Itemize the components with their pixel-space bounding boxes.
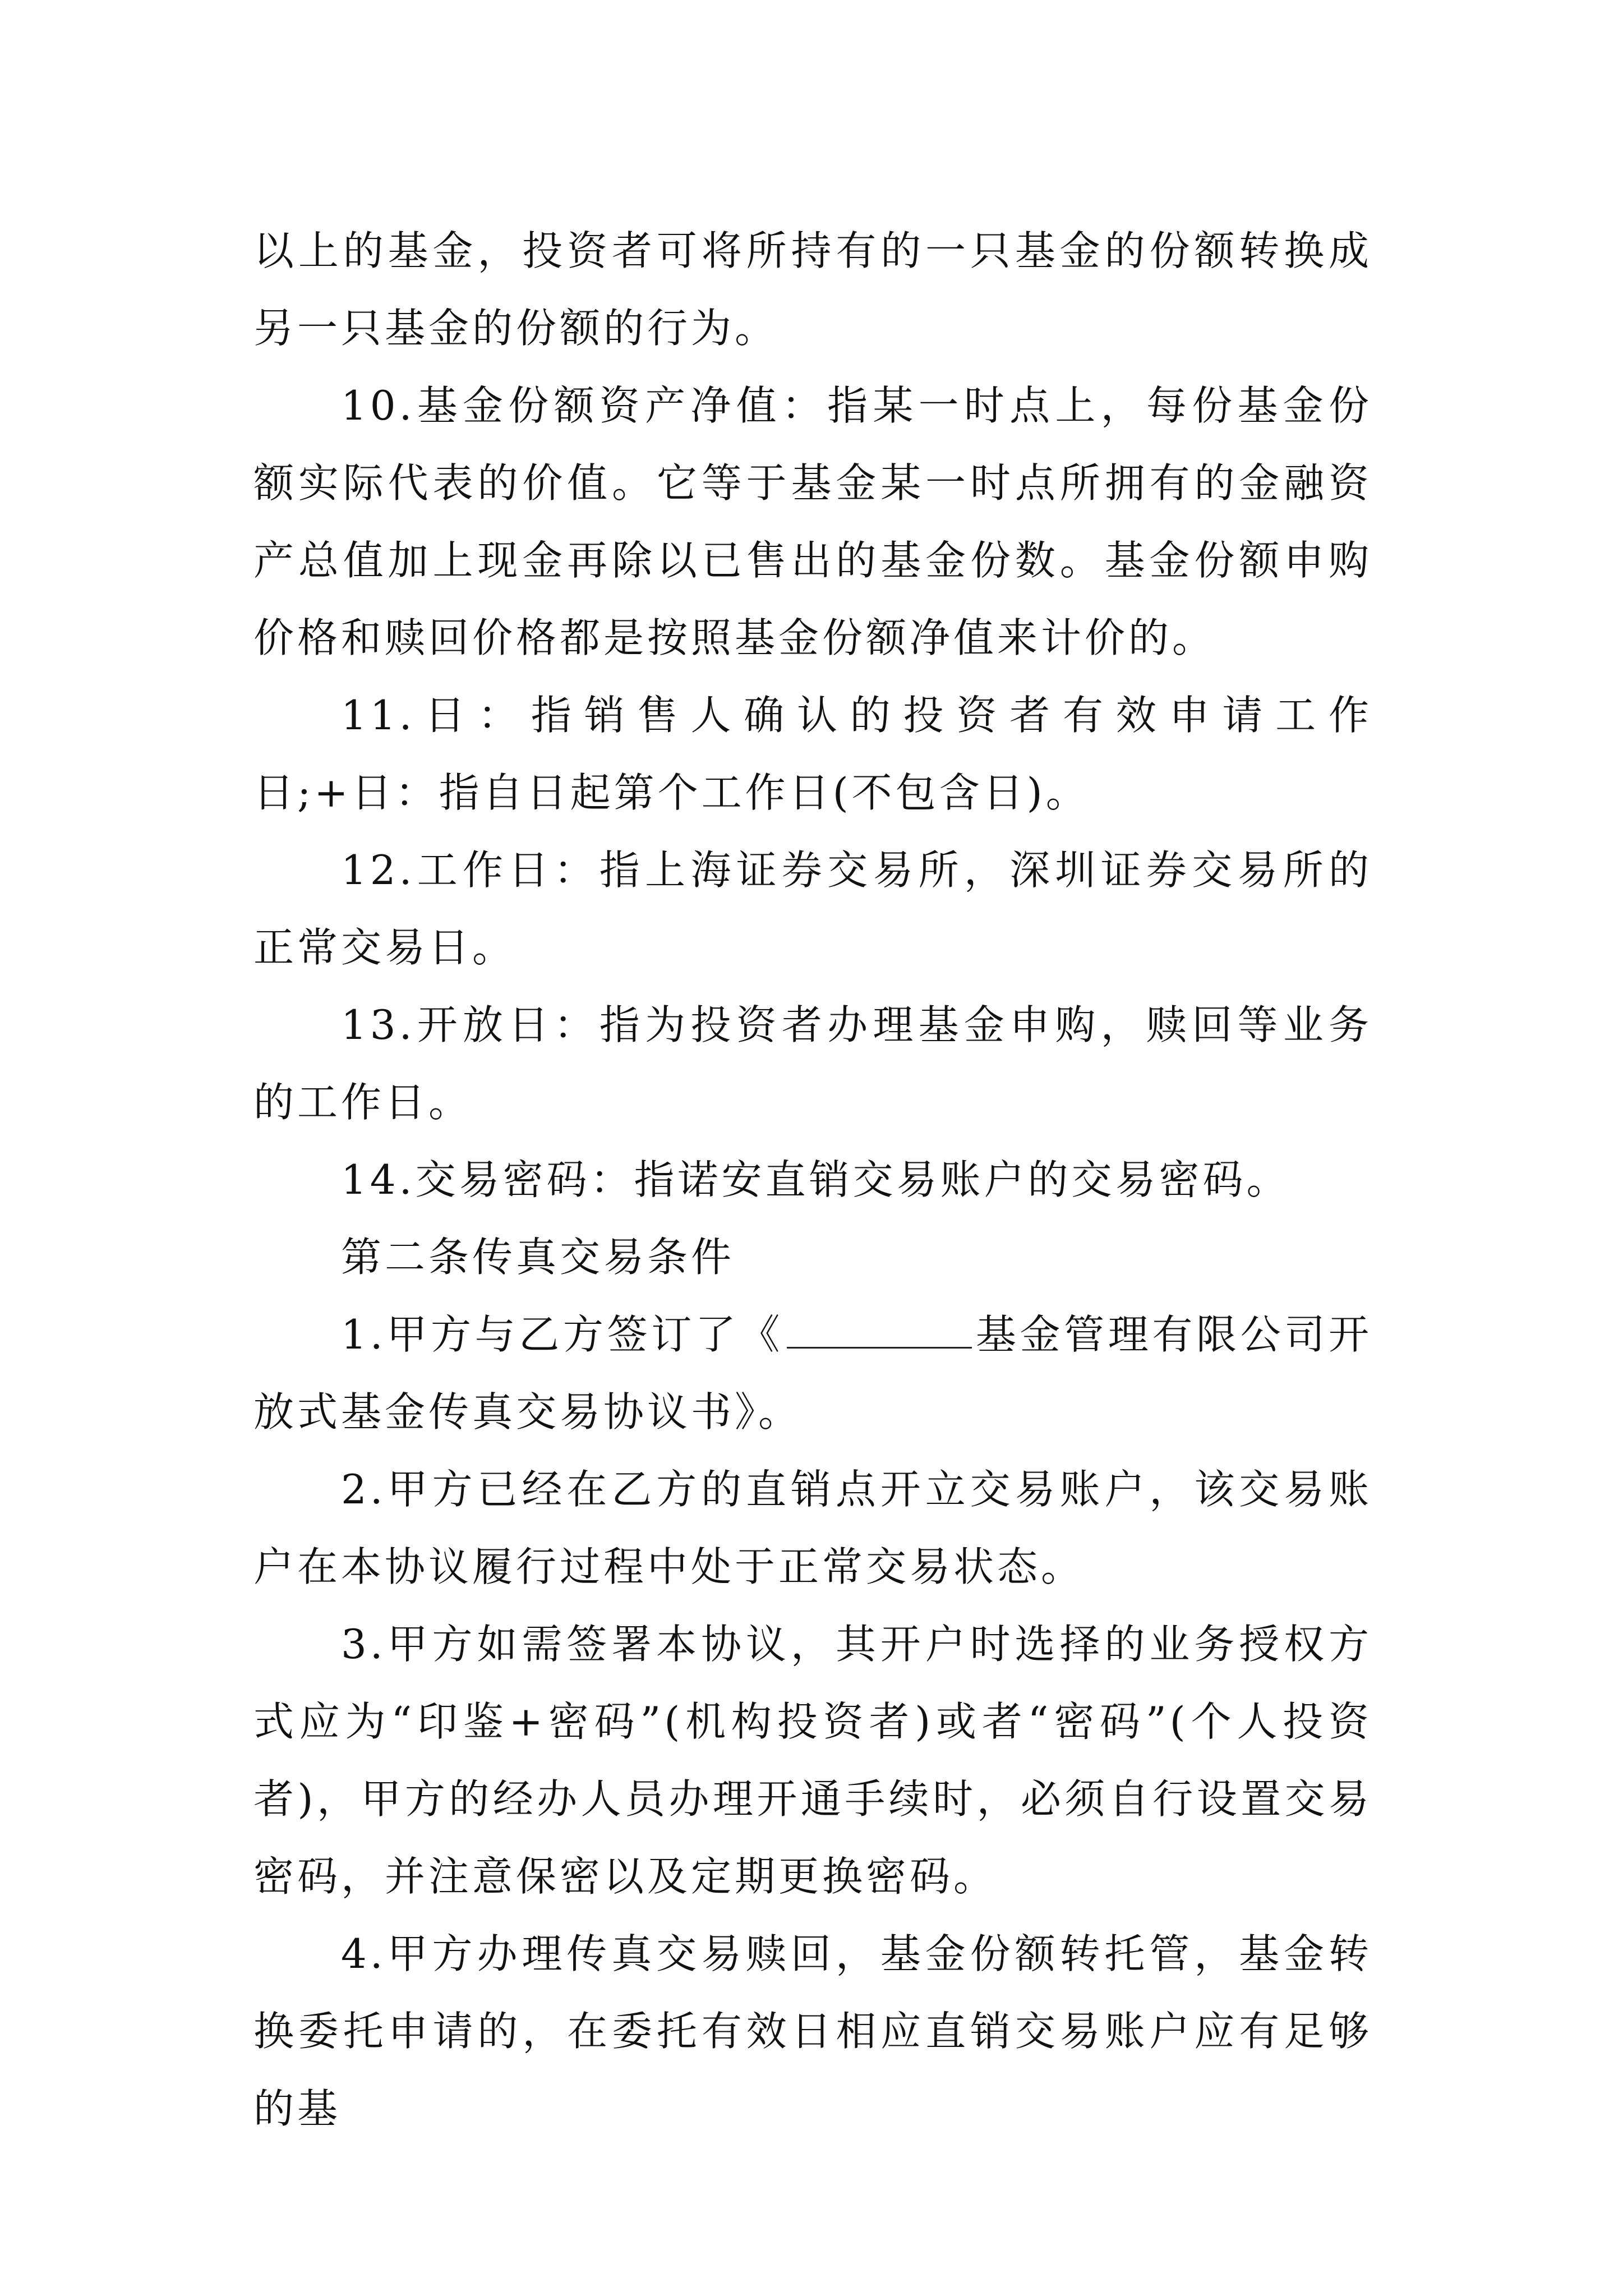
paragraph-definition-10-nav: 10.基金份额资产净值：指某一时点上，每份基金份额实际代表的价值。它等于基金某一时点所拥有的金融资产总值加上现金再除以已售出的基金份数。基金份额申购价格和赎回价格都是按照基金份额净值来计价的。: [253, 382, 1372, 661]
section-heading-article-2: 第二条传真交易条件: [341, 1234, 735, 1281]
paragraph-definition-11-day: 11.日：指销售人确认的投资者有效申请工作日;+日：指自日起第个工作日(不包含日)。: [253, 692, 1372, 816]
condition-1-text-after: 基金管理有限公司开放式基金传真交易协议书》。: [253, 1311, 1372, 1435]
document-body: [253, 212, 1372, 2147]
paragraph-definition-12-working-day: 12.工作日：指上海证券交易所，深圳证券交易所的正常交易日。: [253, 846, 1372, 971]
paragraph-condition-4: 4.甲方办理传真交易赎回，基金份额转托管，基金转换委托申请的，在委托有效日相应直销交易账户应有足够的基: [253, 1930, 1372, 2132]
paragraph-definition-14-password: 14.交易密码：指诺安直销交易账户的交易密码。: [341, 1156, 1290, 1203]
condition-1-text-before: 1.甲方与乙方签订了《: [341, 1311, 784, 1358]
paragraph-condition-1: [253, 1296, 1372, 1451]
paragraph-condition-2: 2.甲方已经在乙方的直销点开立交易账户，该交易账户在本协议履行过程中处于正常交易状态。: [253, 1466, 1372, 1590]
paragraph-definition-13-open-day: 13.开放日：指为投资者办理基金申购，赎回等业务的工作日。: [253, 1001, 1372, 1126]
paragraph-fund-conversion-continued: 以上的基金，投资者可将所持有的一只基金的份额转换成另一只基金的份额的行为。: [253, 227, 1372, 352]
paragraph-condition-3: 3.甲方如需签署本协议，其开户时选择的业务授权方式应为“印鉴+密码”(机构投资者)或者“密码”(个人投资者)，甲方的经办人员办理开通手续时，必须自行设置交易密码，并注意保密以及定期更换密码。: [253, 1621, 1372, 1900]
blank-fill-line: [787, 1308, 972, 1349]
